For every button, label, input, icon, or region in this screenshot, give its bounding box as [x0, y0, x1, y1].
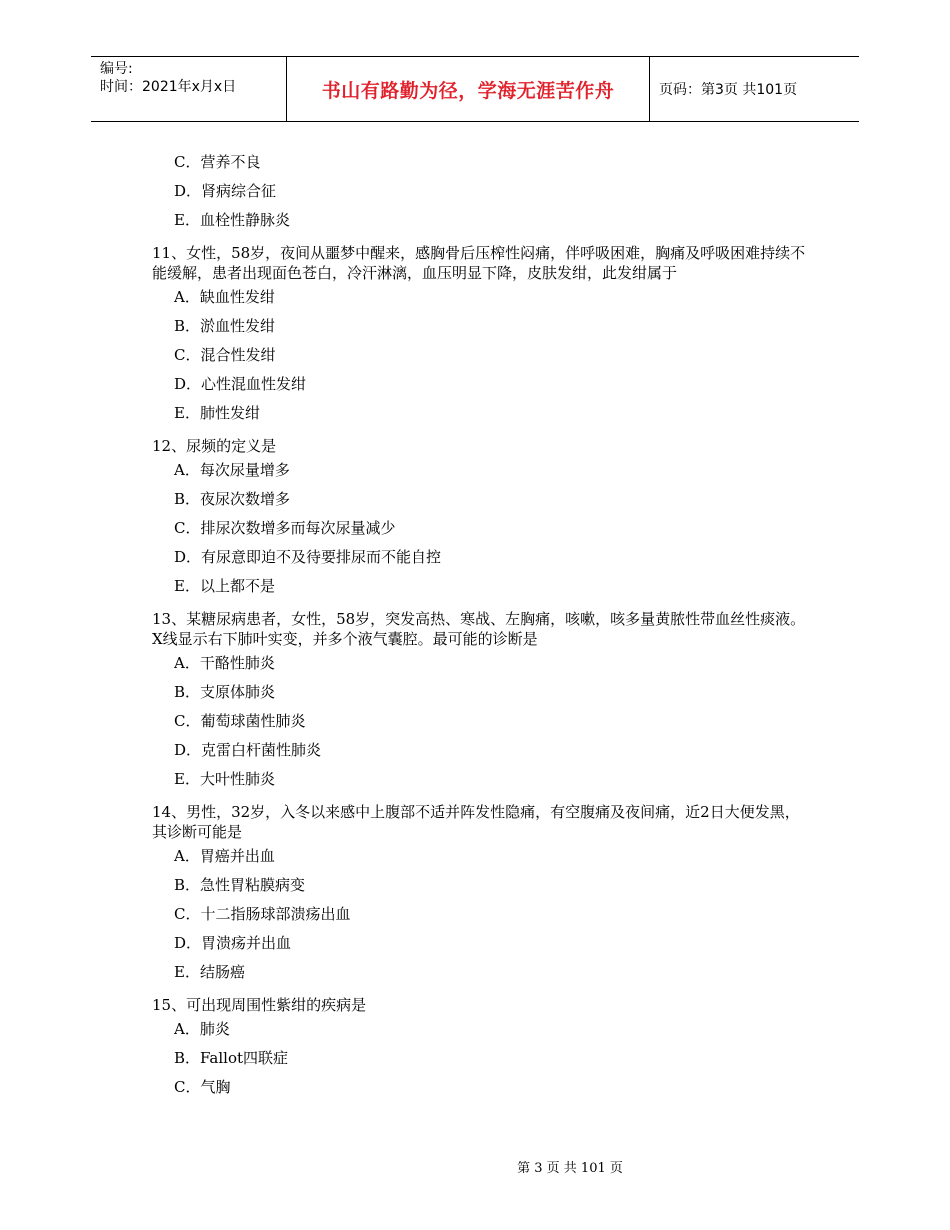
option: A．缺血性发绀 [174, 288, 275, 306]
option: C．十二指肠球部溃疡出血 [174, 905, 351, 923]
option: D．克雷白杆菌性肺炎 [174, 741, 322, 759]
header-page-info: 页码：第3页 共101页 [659, 82, 798, 98]
option: A．每次尿量增多 [174, 461, 290, 479]
option: E．肺性发绀 [174, 404, 260, 422]
question-13: 13、某糖尿病患者，女性，58岁，突发高热、寒战、左胸痛，咳嗽，咳多量黄脓性带血丝性痰液。X线显示右下肺叶实变，并多个液气囊腔。最可能的诊断是 [152, 610, 806, 648]
option: C．气胸 [174, 1078, 231, 1096]
option: B．夜尿次数增多 [174, 490, 291, 508]
option: D．肾病综合征 [174, 182, 277, 200]
time-label: 时间：2021年x月x日 [100, 79, 237, 95]
question-12: 12、尿频的定义是 [152, 437, 277, 455]
header-motto: 书山有路勤为径，学海无涯苦作舟 [287, 57, 650, 121]
option: B．淤血性发绀 [174, 317, 276, 335]
document-body [152, 148, 812, 1102]
option: C．营养不良 [174, 153, 261, 171]
option: D．胃溃疡并出血 [174, 934, 292, 952]
option: C．排尿次数增多而每次尿量减少 [174, 519, 396, 537]
option: A．肺炎 [174, 1020, 230, 1038]
option: A．干酪性肺炎 [174, 654, 275, 672]
header-meta [91, 57, 287, 121]
question-15: 15、可出现周围性紫绀的疾病是 [152, 996, 367, 1014]
option: E．以上都不是 [174, 577, 275, 595]
option: C．葡萄球菌性肺炎 [174, 712, 306, 730]
option: A．胃癌并出血 [174, 847, 275, 865]
option: D．心性混血性发绀 [174, 375, 307, 393]
option: B．急性胃粘膜病变 [174, 876, 306, 894]
option: D．有尿意即迫不及待要排尿而不能自控 [174, 548, 442, 566]
page-footer: 第 3 页 共 101 页 [517, 1161, 623, 1176]
option: B．支原体肺炎 [174, 683, 276, 701]
option: C．混合性发绀 [174, 346, 276, 364]
option: E．血栓性静脉炎 [174, 211, 290, 229]
option: E．大叶性肺炎 [174, 770, 275, 788]
question-11: 11、女性，58岁，夜间从噩梦中醒来，感胸骨后压榨性闷痛，伴呼吸困难，胸痛及呼吸困难持续不能缓解，患者出现面色苍白，冷汗淋漓，血压明显下降，皮肤发绀，此发绀属于 [152, 244, 806, 282]
page-header [91, 56, 859, 122]
option: E．结肠癌 [174, 963, 245, 981]
number-label: 编号: [100, 61, 133, 77]
option: B．Fallot四联症 [174, 1049, 289, 1067]
question-14: 14、男性，32岁，入冬以来感中上腹部不适并阵发性隐痛，有空腹痛及夜间痛，近2日大便发黑，其诊断可能是 [152, 803, 800, 841]
